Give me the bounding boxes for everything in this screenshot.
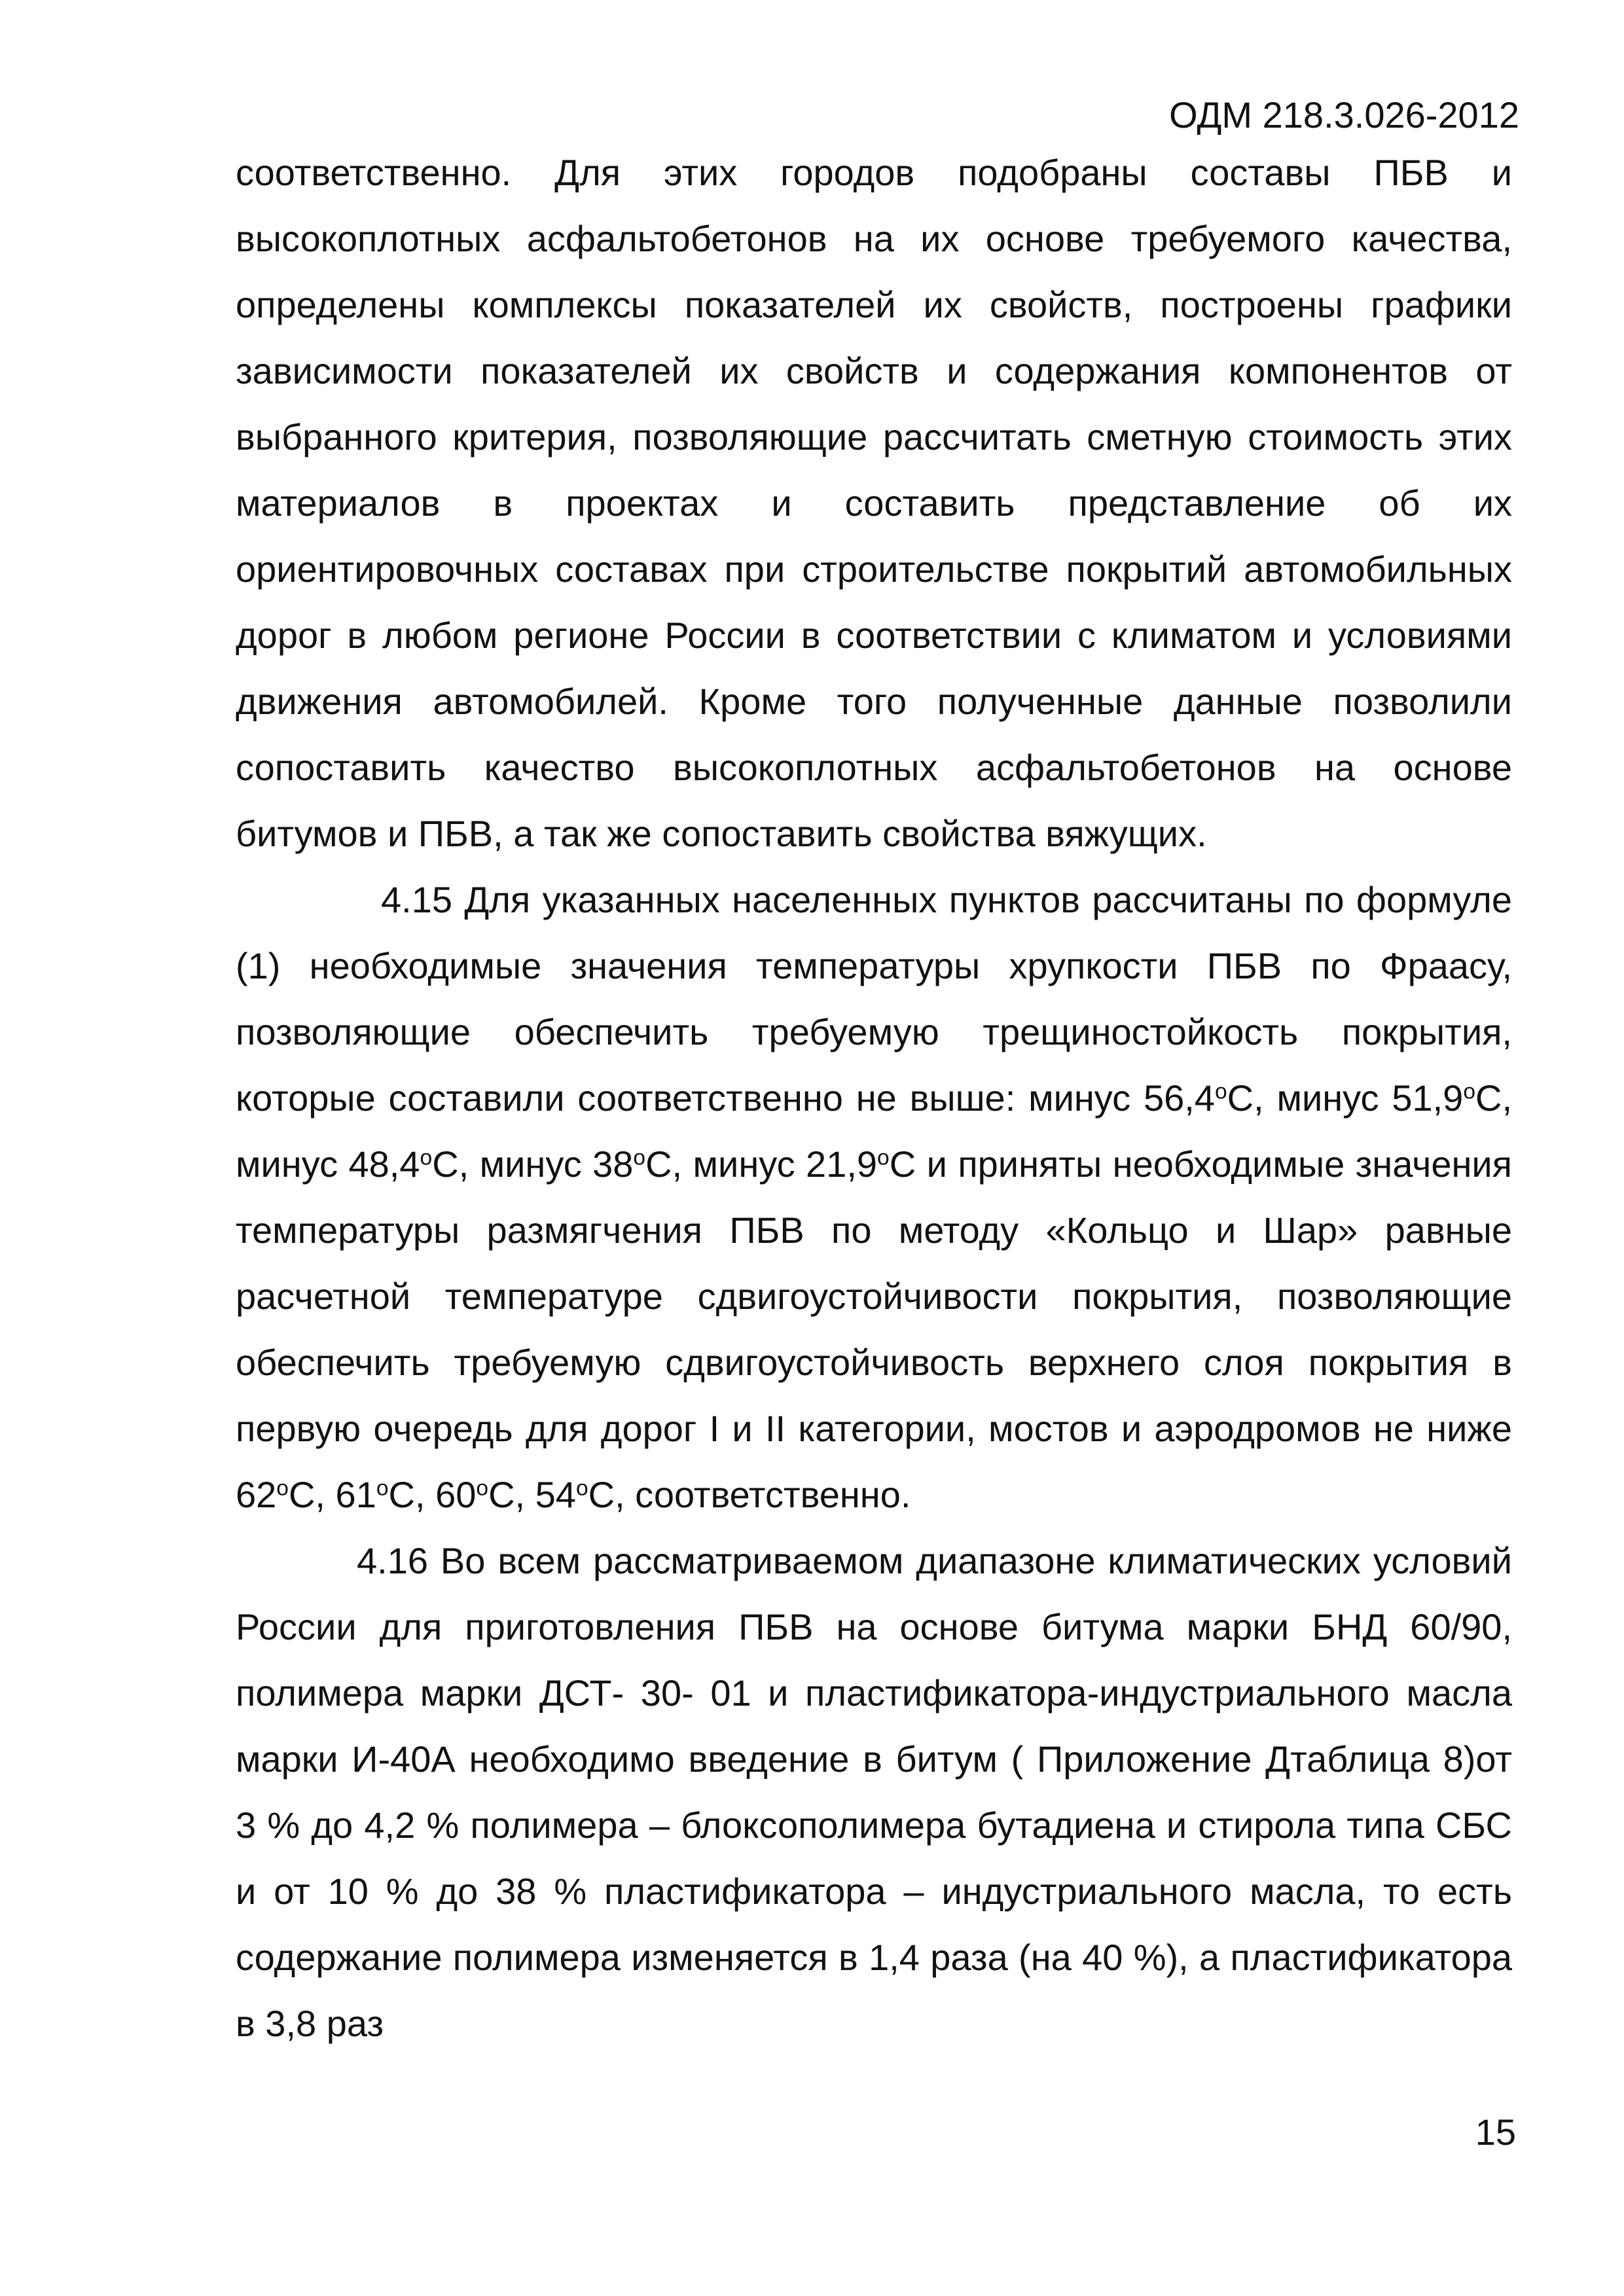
degree-sign: o [276, 1476, 289, 1501]
degree-sign: o [476, 1476, 489, 1501]
degree-sign: o [633, 1145, 646, 1170]
paragraph-continuation: соответственно. Для этих городов подобраны составы ПБВ и высокоплотных асфальтобетонов на их основе требуемого качества, определены комплексы показателей их свойств, построены графики зависимости показателей их свойств и содержания компонентов от выбранного критерия, позволяющие рассчитать сметную стоимость этих материалов в проектах и составить представление об их ориентировочных составах при строительстве покрытий автомобильных дорог в любом регионе России в соответствии с климатом и условиями движения автомобилей. Кроме того полученные данные позволили сопоставить качество высокоплотных асфальтобетонов на основе битумов и ПБВ, а так же сопоставить свойства вяжущих. [236, 152, 1512, 854]
degree-sign: o [575, 1476, 588, 1501]
document-code-header: ОДМ 218.3.026-2012 [1169, 94, 1519, 135]
page-number: 15 [1475, 2111, 1516, 2153]
paragraph-4-16: 4.16 Во всем рассматриваемом диапазоне климатических условий России для приготовления ПБВ на основе битума марки БНД 60/90, полимера марки ДСТ- 30- 01 и пластификатора-индустриального масла марки И-40А необходимо введение в битум ( Приложение Дтаблица 8)от 3 % до 4,2 % полимера – блоксополимера бутадиена и стирола типа СБС и от 10 % до 38 % пластификатора – индустриального масла, то есть содержание полимера изменяется в 1,4 раза (на 40 %), а пластификатора в 3,8 раз [236, 1540, 1512, 2044]
degree-sign: o [877, 1145, 890, 1170]
paragraph-4-15: 4.15 Для указанных населенных пунктов рассчитаны по формуле (1) необходимые значения температуры хрупкости ПБВ по Фраасу, позволяющие обеспечить требуемую трещиностойкость покрытия, которые составили соответственно не выше: минус 56,4$^o$С, минус 51,9$^o$С, минус 48,4$^o$С, минус 38$^o$С, минус 21,9$^o$С и приняты необходимые значения температуры размягчения ПБВ по методу «Кольцо и Шар» равные расчетной температуре сдвигоустойчивости покрытия, позволяющие обеспечить требуемую сдвигоустойчивость верхнего слоя покрытия в первую очередь для дорог I и II категории, мостов и аэродромов не ниже 62$^o$С, 61$^o$С, 60$^o$С, 54$^o$С, соответственно. [236, 879, 1513, 1515]
degree-sign: o [1214, 1079, 1227, 1104]
degree-sign: o [1463, 1079, 1476, 1104]
body-text [236, 139, 1512, 2056]
degree-sign: o [420, 1145, 433, 1170]
degree-sign: o [376, 1476, 389, 1501]
